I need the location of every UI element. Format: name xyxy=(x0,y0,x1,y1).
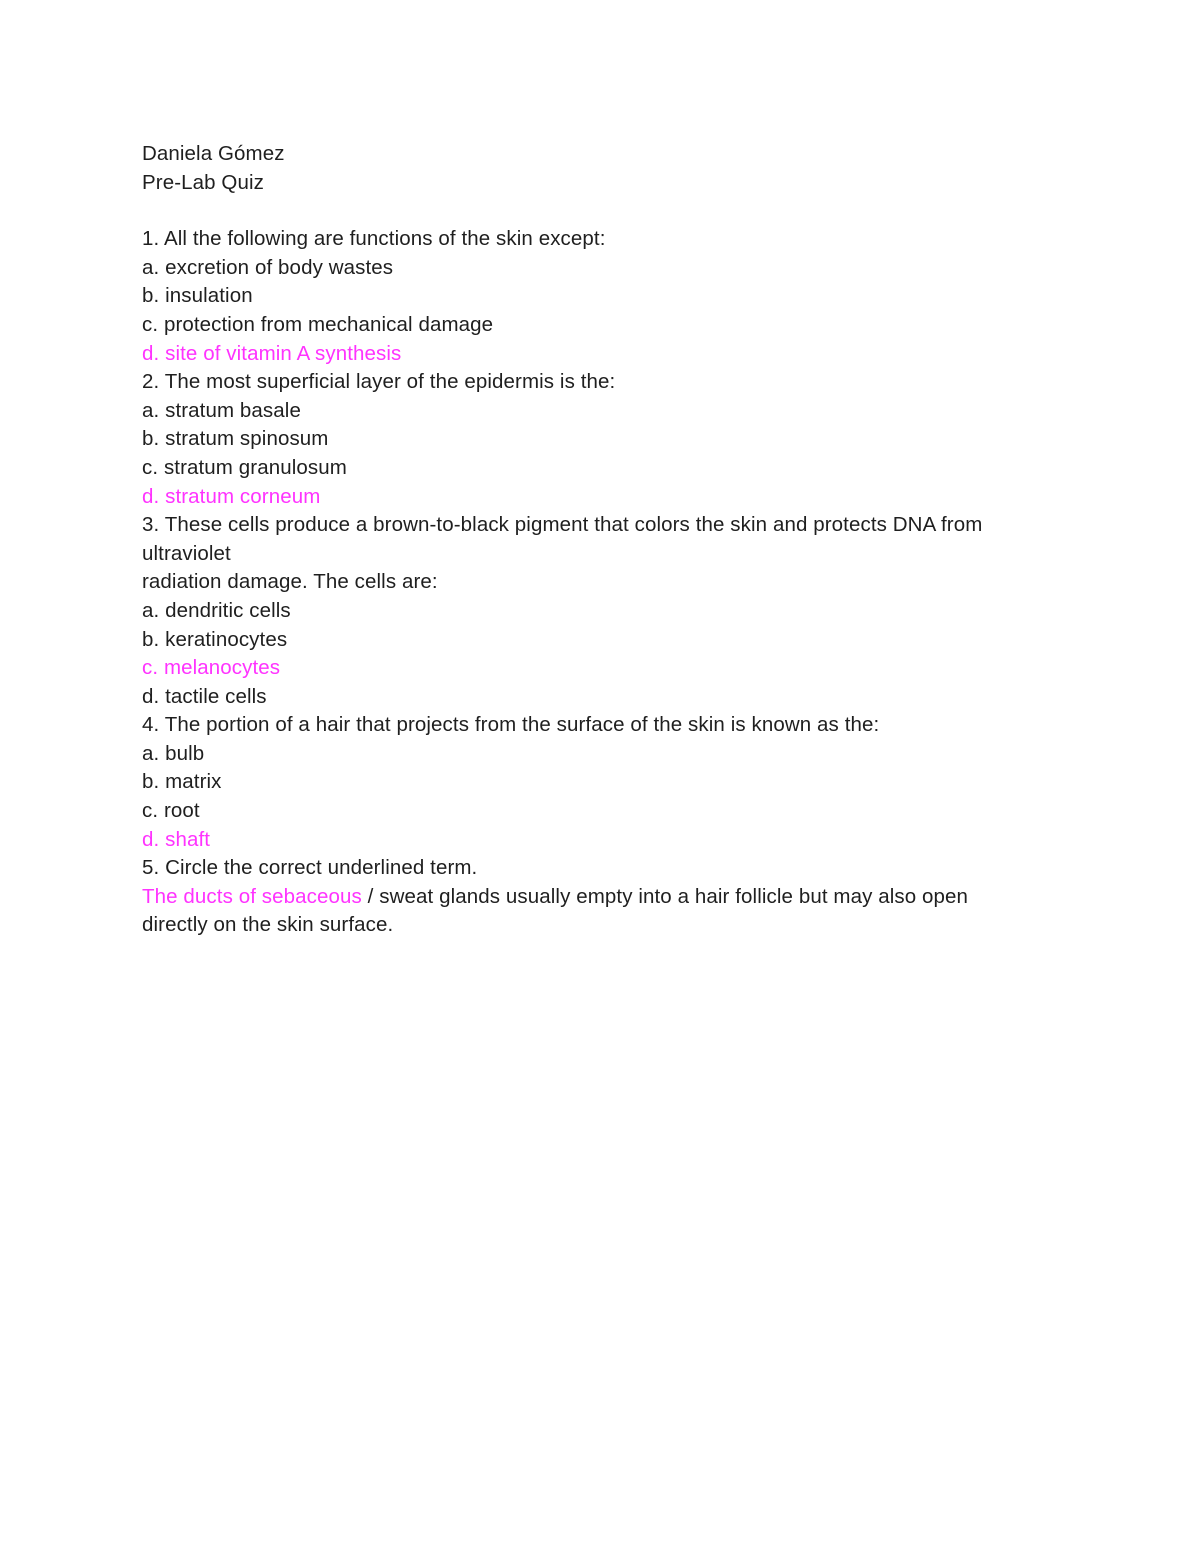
option: b. insulation xyxy=(142,284,253,308)
question-stem: 2. The most superficial layer of the epidermis is the: xyxy=(142,370,616,394)
answer-option: c. melanocytes xyxy=(142,656,281,680)
answer-option: d. shaft xyxy=(142,827,211,851)
student-name: Daniela Gómez xyxy=(142,142,285,165)
option: b. stratum spinosum xyxy=(142,427,329,451)
answer-option: d. site of vitamin A synthesis xyxy=(142,341,402,365)
option: b. keratinocytes xyxy=(142,627,288,651)
question-5-sentence-end: directly on the skin surface. xyxy=(142,913,394,937)
document-page xyxy=(142,140,1042,940)
quiz-title: Pre-Lab Quiz xyxy=(142,170,264,194)
question-5-answer: The ducts of sebaceous xyxy=(142,884,362,908)
option: a. bulb xyxy=(142,741,205,765)
question-stem: 3. These cells produce a brown-to-black pigment that colors the skin and protects DNA from xyxy=(142,513,983,537)
question-4 xyxy=(142,711,1042,854)
question-2 xyxy=(142,368,1042,511)
question-5 xyxy=(142,854,1042,940)
option: c. protection from mechanical damage xyxy=(142,312,494,336)
spacer xyxy=(142,197,1042,225)
answer-option: d. stratum corneum xyxy=(142,484,321,508)
question-stem: 4. The portion of a hair that projects from the surface of the skin is known as the: xyxy=(142,713,880,737)
option: b. matrix xyxy=(142,770,222,794)
question-5-stem: 5. Circle the correct underlined term. xyxy=(142,856,478,880)
question-stem: ultraviolet xyxy=(142,541,231,565)
option: c. stratum granulosum xyxy=(142,455,347,479)
question-stem: radiation damage. The cells are: xyxy=(142,570,438,594)
option: a. dendritic cells xyxy=(142,598,291,622)
question-stem: 1. All the following are functions of the skin except: xyxy=(142,227,606,251)
question-5-sentence xyxy=(142,883,1042,912)
question-3 xyxy=(142,511,1042,711)
option: a. stratum basale xyxy=(142,398,301,422)
question-list xyxy=(142,225,1042,854)
question-5-rest: / sweat glands usually empty into a hair follicle but may also open xyxy=(361,884,969,908)
option: c. root xyxy=(142,799,200,823)
option: a. excretion of body wastes xyxy=(142,255,394,279)
question-1 xyxy=(142,225,1042,368)
option: d. tactile cells xyxy=(142,684,267,708)
